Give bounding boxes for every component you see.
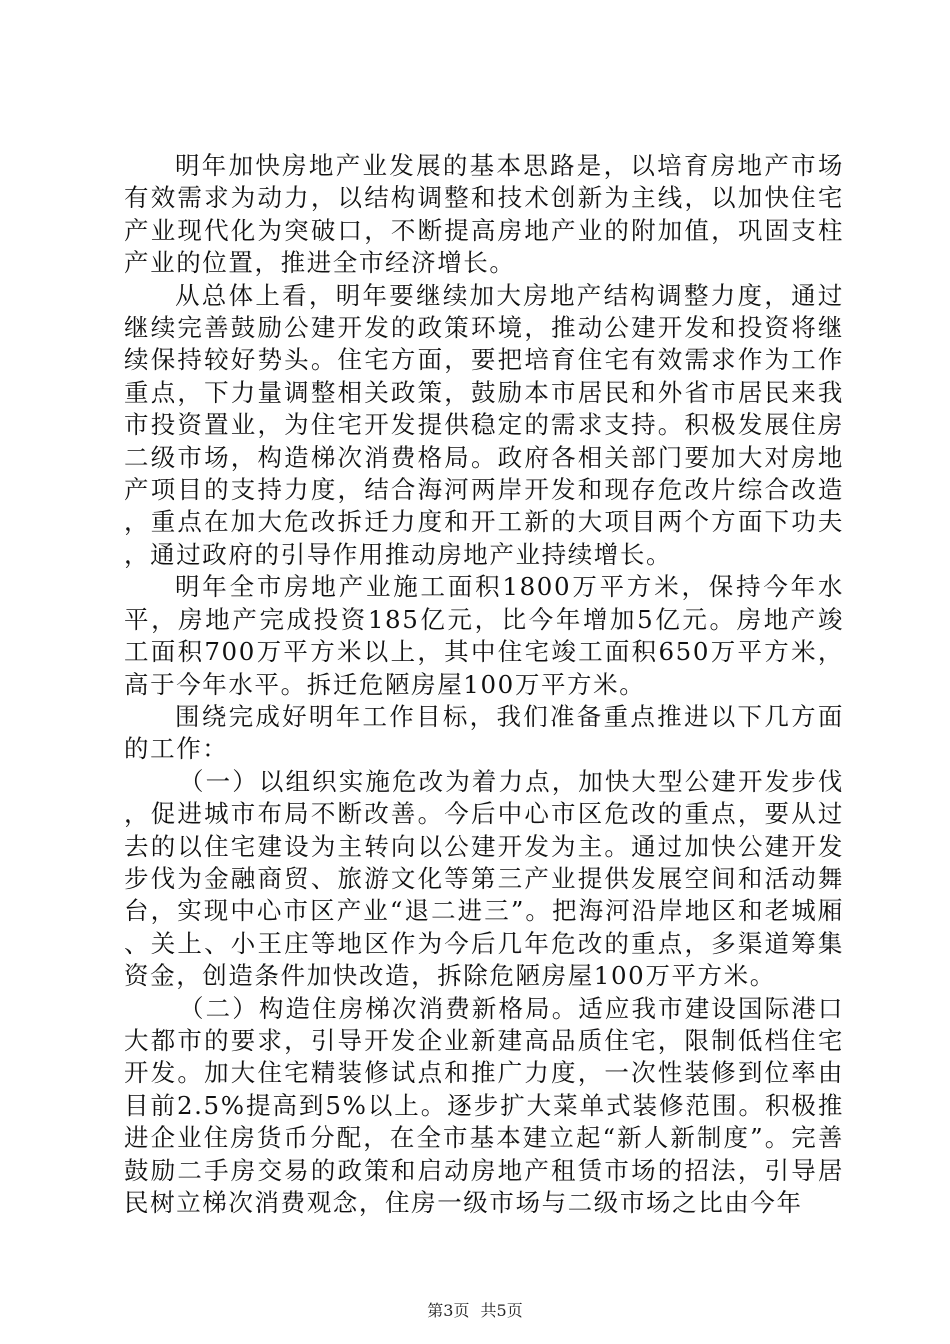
paragraph-basic-approach: 明年加快房地产业发展的基本思路是，以培育房地产市场有效需求为动力，以结构调整和技术创新为主线，以加快住宅产业现代化为突破口，不断提高房地产业的附加值，巩固支柱产业的位置，推进全市经济增长。 bbox=[124, 151, 844, 278]
page-total: 共5页 bbox=[480, 1301, 523, 1320]
paragraph-overall-outlook: 从总体上看，明年要继续加大房地产结构调整力度，通过继续完善鼓励公建开发的政策环境，推动公建开发和投资将继续保持较好势头。住宅方面，要把培育住宅有效需求作为工作重点，下力量调整相关政策，鼓励本市居民和外省市居民来我市投资置业，为住宅开发提供稳定的需求支持。积极发展住房二级市场，构造梯次消费格局。政府各相关部门要加大对房地产项目的支持力度，结合海河两岸开发和现存危改片综合改造，重点在加大危改拆迁力度和开工新的大项目两个方面下功夫，通过政府的引导作用推动房地产业持续增长。 bbox=[124, 280, 844, 569]
page-footer bbox=[0, 1301, 950, 1321]
page-number: 第3页 bbox=[427, 1301, 470, 1320]
paragraph-work-focus-intro: 围绕完成好明年工作目标，我们准备重点推进以下几方面的工作： bbox=[124, 701, 844, 764]
paragraph-item-two: （二）构造住房梯次消费新格局。适应我市建设国际港口大都市的要求，引导开发企业新建高品质住宅，限制低档住宅开发。加大住宅精装修试点和推广力度，一次性装修到位率由目前2.5%提高到5%以上。逐步扩大菜单式装修范围。积极推进企业住房货币分配，在全市基本建立起“新人新制度”。完善鼓励二手房交易的政策和启动房地产租赁市场的招法，引导居民树立梯次消费观念，住房一级市场与二级市场之比由今年 bbox=[124, 993, 844, 1217]
paragraph-item-one: （一）以组织实施危改为着力点，加快大型公建开发步伐，促进城市布局不断改善。今后中心市区危改的重点，要从过去的以住宅建设为主转向以公建开发为主。通过加快公建开发步伐为金融商贸、旅游文化等第三产业提供发展空间和活动舞台，实现中心市区产业“退二进三”。把海河沿岸地区和老城厢、关上、小王庄等地区作为今后几年危改的重点，多渠道筹集资金，创造条件加快改造，拆除危陋房屋100万平方米。 bbox=[124, 766, 844, 991]
paragraph-annual-targets: 明年全市房地产业施工面积1800万平方米，保持今年水平，房地产完成投资185亿元，比今年增加5亿元。房地产竣工面积700万平方米以上，其中住宅竣工面积650万平方米，高于今年水平。拆迁危陋房屋100万平方米。 bbox=[124, 572, 844, 699]
document-body bbox=[124, 150, 844, 1219]
